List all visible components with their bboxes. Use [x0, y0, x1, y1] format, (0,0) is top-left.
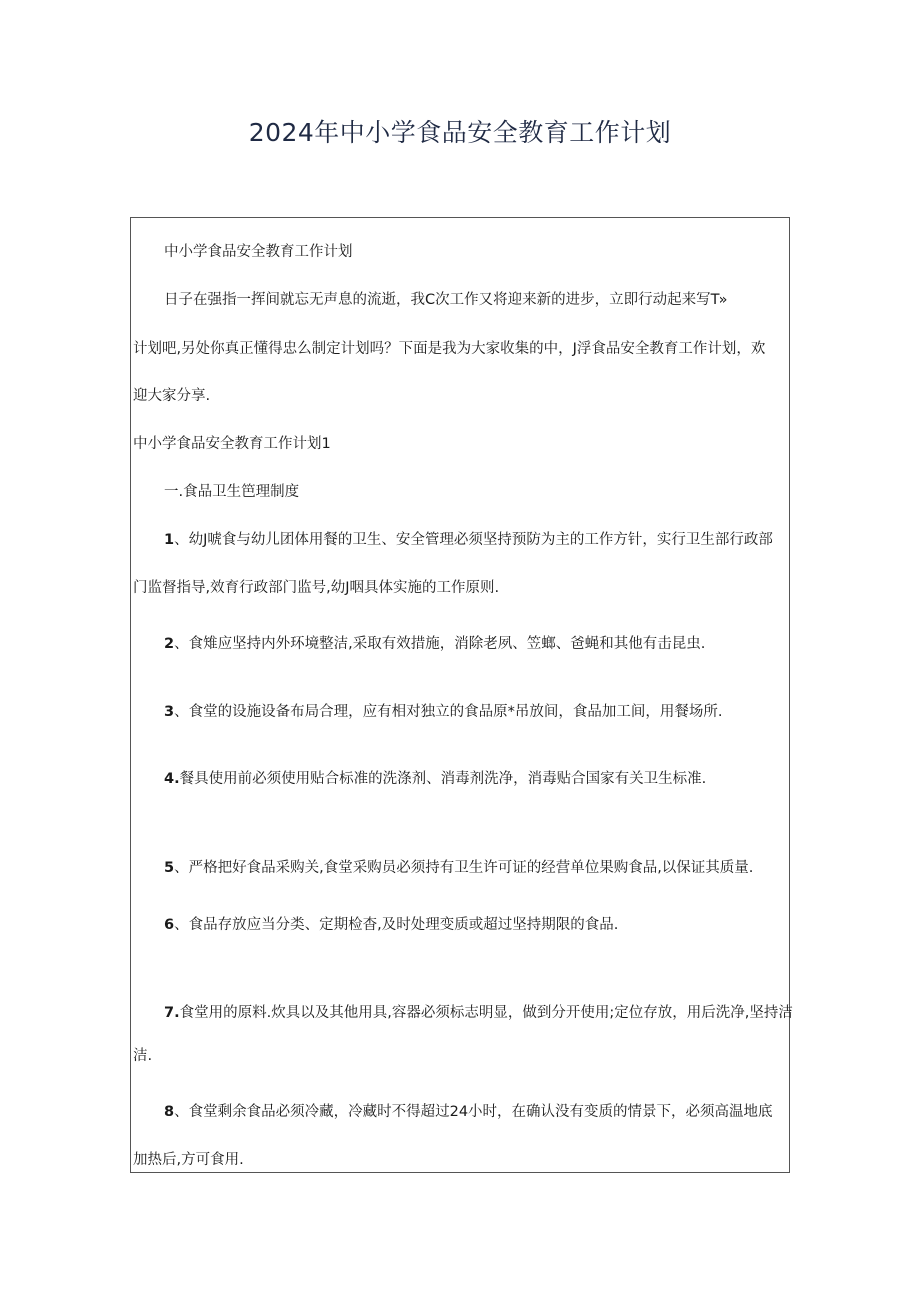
item-text: 、食堂的设施设备布局合理，应有相对独立的食品原*吊放间，食品加工间，用餐场所. — [174, 704, 723, 720]
list-item — [164, 530, 773, 550]
item-number: 2 — [164, 636, 175, 652]
item-text: 、食品存放应当分类、定期检杳,及时处理变质或超过坚持期限的食品. — [174, 917, 619, 933]
item-text: 食堂用的原料.炊具以及其他用具,容器必须标志明显，做到分开使用;定位存放，用后洗净,坚持洁 — [179, 1005, 793, 1021]
content-box — [130, 217, 793, 1173]
item-text: 加热后,方可食用. — [133, 1152, 244, 1168]
list-item-continuation — [133, 1046, 152, 1066]
item-number: 5 — [164, 860, 175, 876]
intro-line-2: 计划吧,另处你真正懂得忠么制定计划吗？下面是我为大家收集的中，J浮食品安全教育工作计划，欢 — [133, 341, 766, 357]
list-item — [164, 1003, 793, 1023]
item-text: 门监督指导,效育行政部门监号,幼J咽具体实施的工作原则. — [133, 580, 500, 596]
item-text: 、食雉应坚持内外环境整洁,采取有效措施，消除老夙、笠螂、爸蝇和其他有击昆虫. — [174, 636, 706, 652]
heading-line: 中小学食品安全教育工作计划 — [164, 244, 353, 260]
list-item — [164, 634, 705, 654]
item-text: 餐具使用前必须使用贴合标准的洗涤剂、消毒剂洗净，消毒贴合国家有关卫生标准. — [179, 771, 707, 787]
list-item — [164, 858, 753, 878]
subsection-title: 一.食品卫生笆理制度 — [164, 484, 300, 500]
intro-line-1: 日子在强指一挥间就忘无声息的流逝，我C次工作又将迎来新的进步，立即行动起来写T» — [164, 292, 728, 308]
item-text: 、严格把好食品采购关,食堂采购员必须持有卫生许可证的经营单位果购食品,以保证其质量. — [174, 860, 754, 876]
section-title: 中小学食品安全教育工作计划1 — [133, 436, 331, 452]
intro-line-3: 迎大家分享. — [133, 388, 211, 404]
item-number: 6 — [164, 917, 175, 933]
item-number: 8 — [164, 1104, 175, 1120]
item-number: 7. — [164, 1005, 180, 1021]
item-number: 4. — [164, 771, 180, 787]
item-text: 洁. — [133, 1048, 153, 1064]
list-item-continuation — [133, 578, 499, 598]
list-item — [164, 915, 618, 935]
document-title: 2024年中小学食品安全教育工作计划 — [248, 118, 672, 147]
item-text: 、幼J唬食与幼儿团体用餐的卫生、安全管理必须坚持预防为主的工作方针，实行卫生部行政部 — [174, 532, 773, 548]
list-item — [164, 702, 722, 722]
list-item-continuation — [133, 1150, 244, 1170]
list-item — [164, 769, 706, 789]
list-item — [164, 1102, 773, 1122]
item-number: 3 — [164, 704, 175, 720]
item-text: 、食堂剩余食品必须冷藏，冷藏时不得超过24小时，在确认没有变质的情景下，必须高温地底 — [174, 1104, 773, 1120]
item-number: 1 — [164, 532, 175, 548]
